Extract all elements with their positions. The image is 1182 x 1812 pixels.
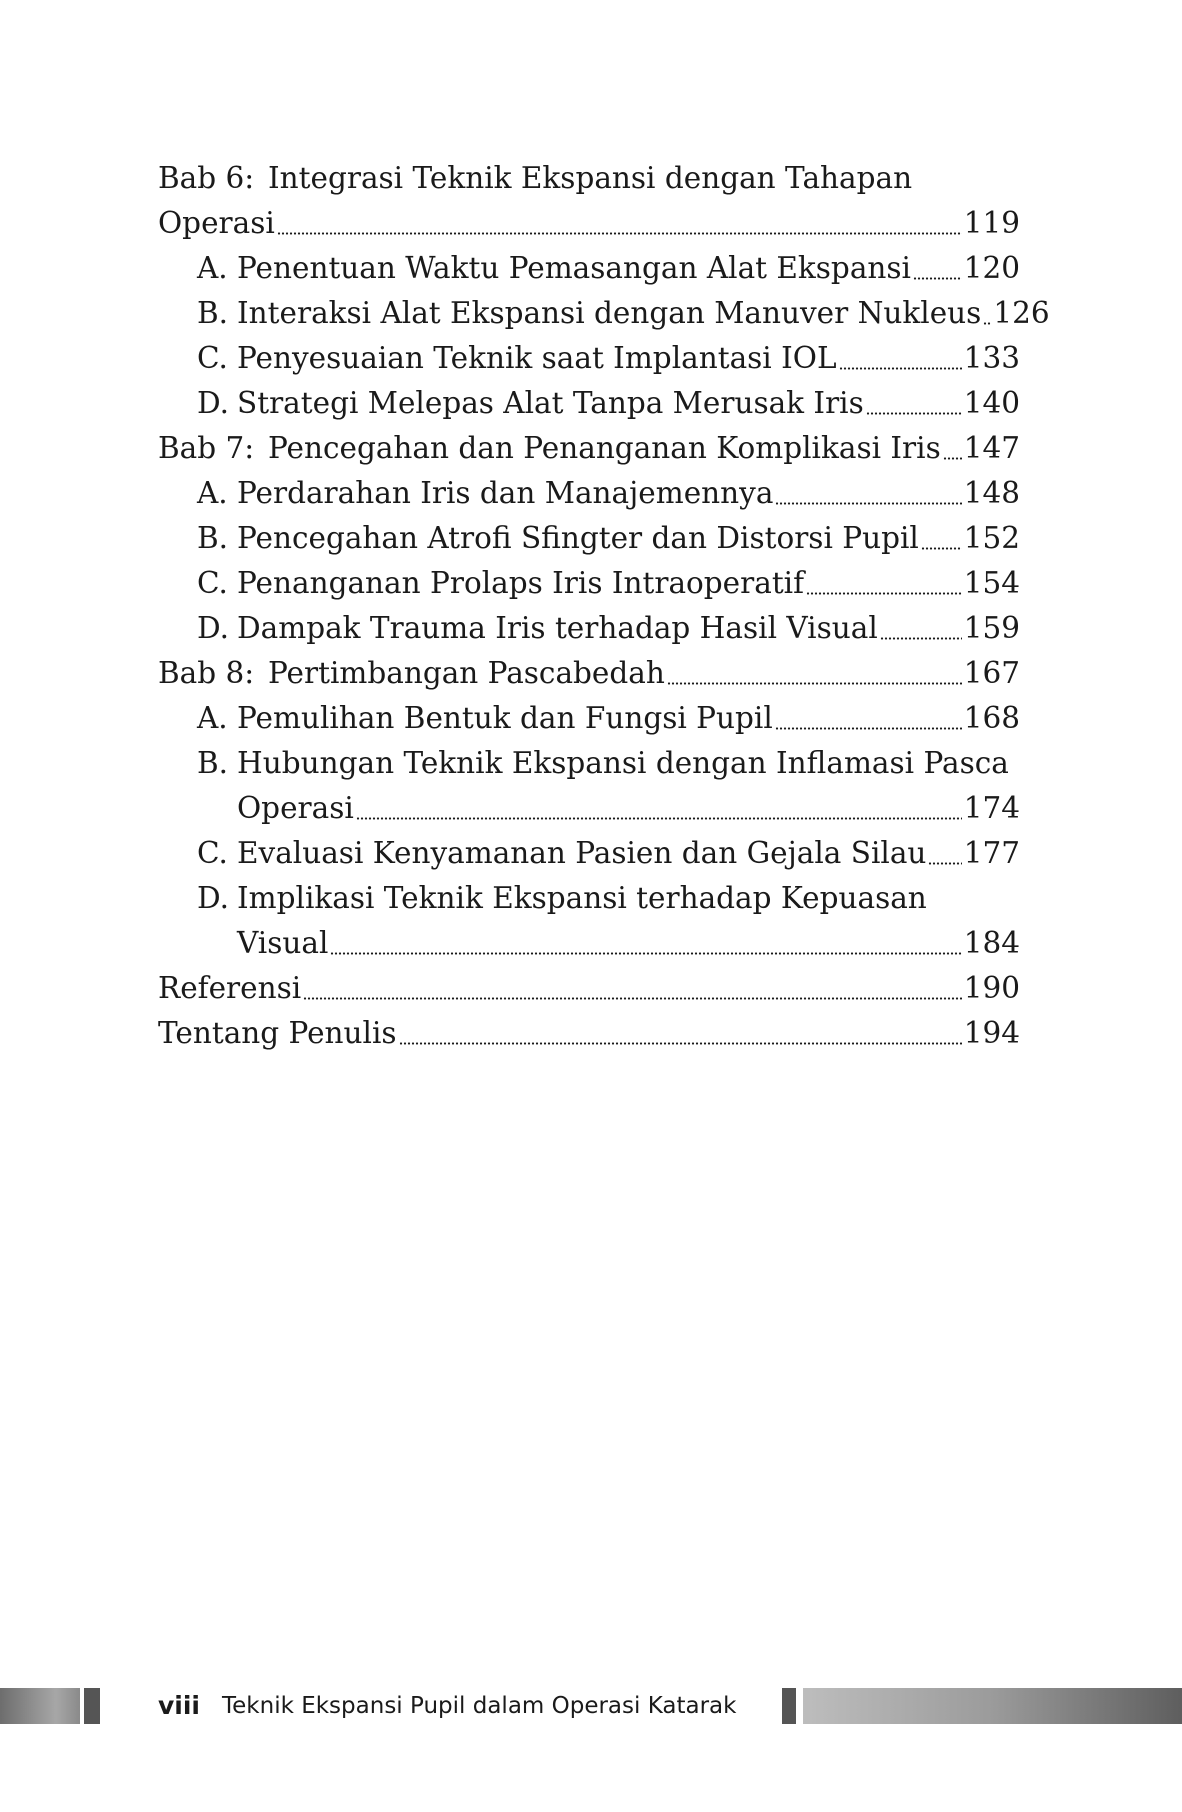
toc-entry-key: B. xyxy=(197,746,229,780)
toc-page-number: 167 xyxy=(963,656,1020,690)
toc-entry-title: Integrasi Teknik Ekspansi dengan Tahapan xyxy=(268,161,913,195)
toc-entry-key: D. xyxy=(197,881,229,915)
toc-entry-label xyxy=(158,201,275,246)
dot-leader xyxy=(277,232,962,235)
toc-entry-label xyxy=(158,966,301,1011)
toc-entry-label xyxy=(197,246,911,291)
toc-page-number: 147 xyxy=(963,431,1020,465)
toc-entry-continuation[interactable] xyxy=(158,786,1020,831)
page-number: viii xyxy=(158,1691,201,1720)
toc-entry[interactable] xyxy=(158,831,1020,876)
toc-entry-title: Pencegahan dan Penanganan Komplikasi Iris xyxy=(268,431,941,465)
toc-entry[interactable] xyxy=(158,876,1020,921)
footer-bar-left-cap xyxy=(84,1688,100,1724)
toc-entry-title: Penentuan Waktu Pemasangan Alat Ekspansi xyxy=(237,251,911,285)
dot-leader xyxy=(839,367,962,370)
dot-leader xyxy=(806,592,962,595)
toc-entry-title: Strategi Melepas Alat Tanpa Merusak Iris xyxy=(237,386,864,420)
toc-page-number: 190 xyxy=(963,971,1020,1005)
toc-entry-label xyxy=(158,651,665,696)
toc-entry-key: A. xyxy=(197,476,228,510)
toc-page-number: 120 xyxy=(963,251,1020,285)
toc-entry-title: Pemulihan Bentuk dan Fungsi Pupil xyxy=(237,701,773,735)
toc-entry-label xyxy=(197,381,864,426)
toc-page-number: 148 xyxy=(963,476,1020,510)
book-title: Teknik Ekspansi Pupil dalam Operasi Katarak xyxy=(222,1693,737,1719)
footer-bar-right-cap xyxy=(782,1688,796,1724)
toc-page-number: 177 xyxy=(963,836,1020,870)
toc-entry-title: Pencegahan Atrofi Sfingter dan Distorsi Pupil xyxy=(237,521,919,555)
toc-entry-label xyxy=(197,336,837,381)
toc-entry-title: Tentang Penulis xyxy=(158,1016,397,1050)
toc-entry-title: Dampak Trauma Iris terhadap Hasil Visual xyxy=(237,611,878,645)
toc-entry-label xyxy=(197,471,773,516)
dot-leader xyxy=(921,547,962,550)
toc-entry-key: Bab 8: xyxy=(158,656,255,690)
toc-entry-label xyxy=(237,921,328,966)
toc-entry-key: A. xyxy=(197,701,228,735)
dot-leader xyxy=(866,412,962,415)
toc-entry[interactable] xyxy=(158,651,1020,696)
toc-page-number: 159 xyxy=(963,611,1020,645)
toc-entry[interactable] xyxy=(158,1011,1020,1056)
toc-entry-title: Evaluasi Kenyamanan Pasien dan Gejala Silau xyxy=(237,836,927,870)
dot-leader xyxy=(880,637,962,640)
footer-bar-right xyxy=(803,1688,1182,1724)
toc-entry[interactable] xyxy=(158,606,1020,651)
toc-entry[interactable] xyxy=(158,246,1020,291)
toc-entry[interactable] xyxy=(158,336,1020,381)
toc-page-number: 184 xyxy=(963,926,1020,960)
toc-page-number: 126 xyxy=(993,296,1050,330)
dot-leader xyxy=(775,727,962,730)
toc-entry-title: Implikasi Teknik Ekspansi terhadap Kepuasan xyxy=(237,881,927,915)
toc-page-number: 168 xyxy=(963,701,1020,735)
table-of-contents xyxy=(158,156,1050,1056)
dot-leader xyxy=(775,502,961,505)
toc-page-number: 140 xyxy=(963,386,1020,420)
toc-entry[interactable] xyxy=(158,426,1020,471)
dot-leader xyxy=(667,682,962,685)
toc-entry-key: B. xyxy=(197,521,229,555)
toc-entry-title: Perdarahan Iris dan Manajemennya xyxy=(237,476,774,510)
toc-entry-title: Operasi xyxy=(237,791,354,825)
toc-entry-key: C. xyxy=(197,836,228,870)
toc-page-number: 133 xyxy=(963,341,1020,375)
toc-entry-label xyxy=(197,606,878,651)
toc-entry-key: C. xyxy=(197,341,228,375)
dot-leader xyxy=(356,817,962,820)
toc-page-number: 174 xyxy=(963,791,1020,825)
toc-entry-key: Bab 6: xyxy=(158,161,255,195)
dot-leader xyxy=(913,277,962,280)
toc-entry-label xyxy=(158,426,941,471)
toc-page-number: 154 xyxy=(963,566,1020,600)
toc-entry-key: C. xyxy=(197,566,228,600)
page-footer xyxy=(0,1686,1182,1726)
toc-entry-title: Hubungan Teknik Ekspansi dengan Inflamasi Pasca xyxy=(237,746,1009,780)
toc-entry-title: Operasi xyxy=(158,206,275,240)
toc-entry-key: D. xyxy=(197,386,229,420)
toc-entry[interactable] xyxy=(158,561,1020,606)
toc-page-number: 152 xyxy=(963,521,1020,555)
toc-entry[interactable] xyxy=(158,966,1020,1011)
toc-page-number: 194 xyxy=(963,1016,1020,1050)
toc-entry-title: Pertimbangan Pascabedah xyxy=(268,656,665,690)
toc-entry-label xyxy=(158,1011,397,1056)
dot-leader xyxy=(983,322,991,325)
toc-page-number: 119 xyxy=(963,206,1020,240)
toc-entry-title: Penanganan Prolaps Iris Intraoperatif xyxy=(237,566,805,600)
toc-entry-continuation[interactable] xyxy=(158,921,1020,966)
toc-entry-title: Referensi xyxy=(158,971,302,1005)
toc-entry-key: B. xyxy=(197,296,229,330)
footer-bar-left xyxy=(0,1688,80,1724)
dot-leader xyxy=(928,862,961,865)
toc-entry[interactable] xyxy=(158,516,1020,561)
toc-entry[interactable] xyxy=(158,381,1020,426)
toc-entry[interactable] xyxy=(158,291,1050,336)
toc-entry-continuation[interactable] xyxy=(158,201,1020,246)
toc-entry-title: Interaksi Alat Ekspansi dengan Manuver Nukleus xyxy=(237,296,982,330)
toc-entry-key: A. xyxy=(197,251,228,285)
toc-entry[interactable] xyxy=(158,696,1020,741)
toc-entry[interactable] xyxy=(158,741,1020,786)
toc-entry-label xyxy=(197,696,773,741)
dot-leader xyxy=(943,457,962,460)
dot-leader xyxy=(330,952,961,955)
toc-entry-title: Visual xyxy=(237,926,329,960)
dot-leader xyxy=(303,997,962,1000)
toc-entry-label xyxy=(237,786,354,831)
toc-entry[interactable] xyxy=(158,156,1020,201)
toc-entry-label xyxy=(197,831,926,876)
toc-entry-title: Penyesuaian Teknik saat Implantasi IOL xyxy=(237,341,837,375)
toc-entry-label xyxy=(197,516,919,561)
toc-entry[interactable] xyxy=(158,471,1020,516)
toc-entry-key: Bab 7: xyxy=(158,431,255,465)
toc-entry-label xyxy=(197,291,981,336)
toc-entry-label xyxy=(197,561,804,606)
toc-entry-key: D. xyxy=(197,611,229,645)
dot-leader xyxy=(399,1042,962,1045)
